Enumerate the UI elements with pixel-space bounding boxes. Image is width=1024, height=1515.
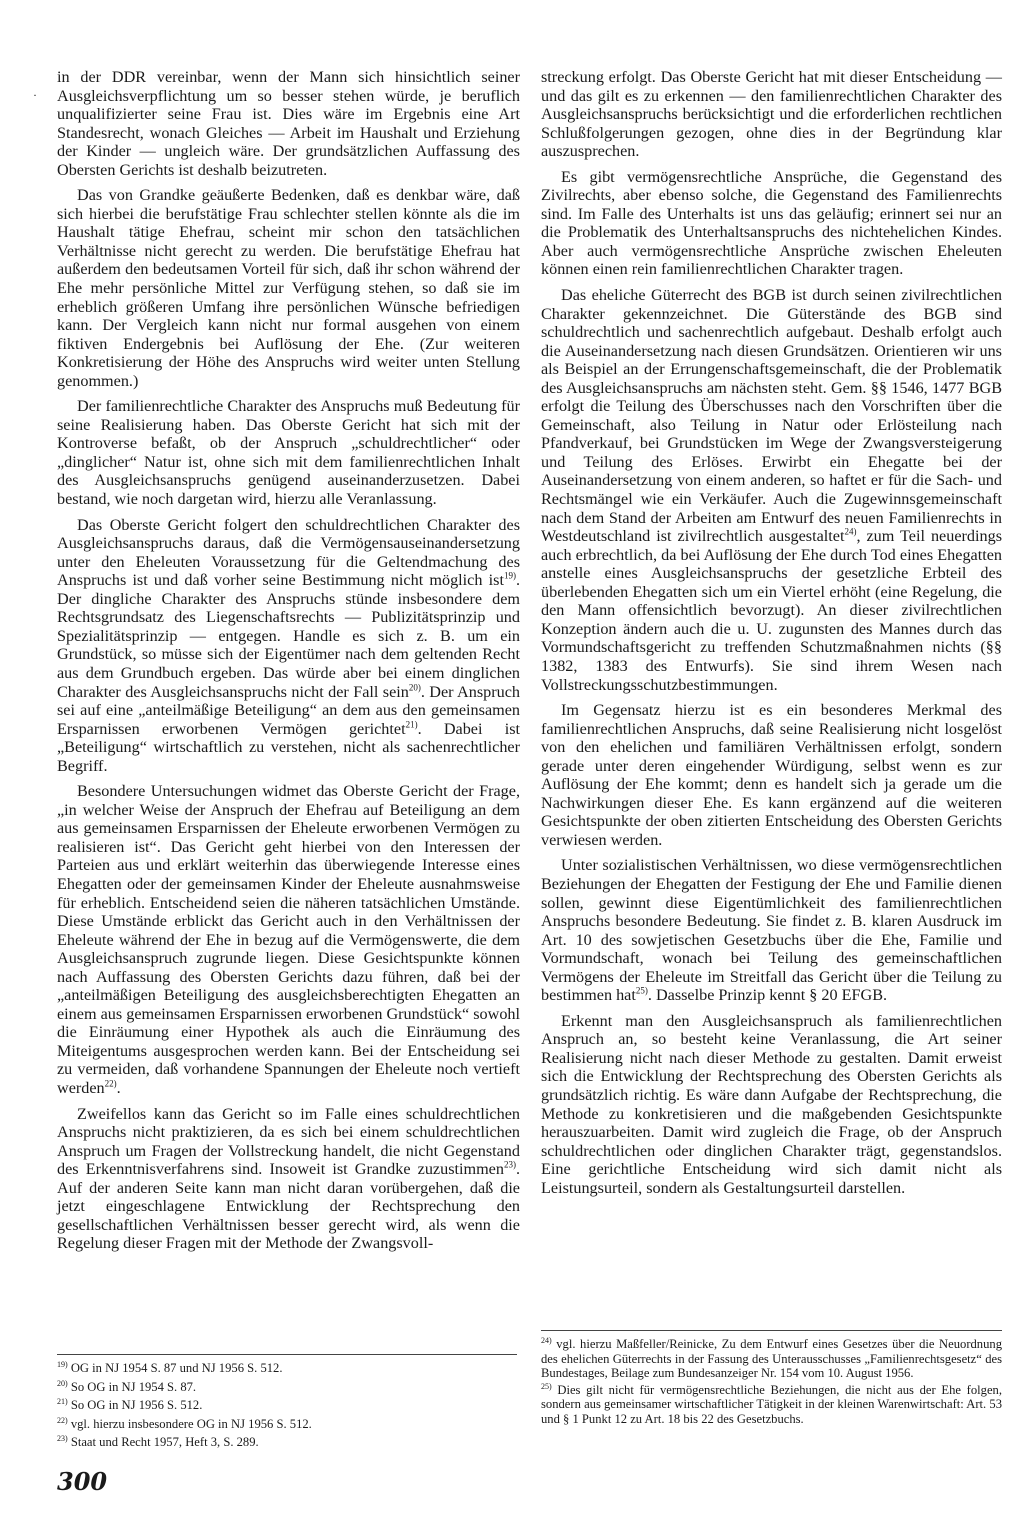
paragraph-text: in der DDR vereinbar, wenn der Mann sich hinsichtlich seiner Ausgleichsverpflichtung um so besser stehen würde, je beruflich unqualifizierter seine Frau ist. Dies wäre im Ergebnis eine Art Standesrecht, wonach Gleiches — Arbeit im Haushalt und Erziehung der Kinder — ungleich wäre. Der grundsätzlichen Auffassung des Obersten Gerichts ist deshalb beizutreten. xyxy=(57,68,520,179)
paragraph xyxy=(541,68,1002,161)
paragraph-text: Es gibt vermögensrechtliche Ansprüche, die Gegenstand des Zivilrechts, aber ebenso solche, die Gegenstand des Familienrechts sind. Im Falle des Unterhalts ist uns das geläufig; erinnert sei nur an die Problematik des Unterhaltsanspruchs des nichtehelichen Kindes. Aber auch vermögensrechtliche Ansprüche zwischen Eheleuten können einen rein familienrechtlichen Charakter tragen. xyxy=(541,167,1002,279)
footnote-number: 25) xyxy=(541,1381,552,1391)
paragraph-text: , zum Teil neuerdings auch erbrechtlich, da bei Auflösung der Ehe durch Tod eines Ehegatten anstelle eines Ausgleichsanspruchs der gesetzliche Erbteil des überlebenden Ehegatten sich um ein Viertel erhöht (eine Regelung, die den Mann offensichtlich bevorzugt). An dieser zivilrechtlichen Konzeption ändern auch die u. U. zugunsten des Mannes durch das Vormundschaftsgericht zu treffenden Schutzmaßnahmen nichts (§§ 1382, 1383 des Entwurfs). Sie sind ihrem Wesen nach Vollstreckungsschutzbestimmungen. xyxy=(541,527,1002,694)
footnote-text: Staat und Recht 1957, Heft 3, S. 289. xyxy=(67,1435,259,1449)
footnotes-left xyxy=(57,1354,517,1454)
footnote-reference: 19) xyxy=(503,570,516,581)
footnote xyxy=(541,1337,1002,1381)
footnote-rule xyxy=(57,1354,517,1355)
footnote xyxy=(57,1417,517,1432)
paragraph-text: . Auf der anderen Seite kann man nicht daran vorübergehen, daß die jetzt eingeschlagene Entwicklung der Rechtsprechung den gesellschaftlichen Verhältnissen besser gerecht wird, als wenn die Regelung dieser Fragen mit der Methode der Zwangsvoll- xyxy=(57,1160,520,1253)
left-text-column xyxy=(57,68,520,1260)
page-number: 300 xyxy=(57,1467,108,1496)
footnote-reference: 22) xyxy=(104,1078,117,1089)
paragraph-text: Das eheliche Güterrecht des BGB ist durch seinen zivilrechtlichen Charakter gekennzeichnet. Die Güterstände des BGB sind schuldrechtlich und sachenrechtlich aufgebaut. Deshalb erfolgt auch die Auseinandersetzung nach diesen Grundsätzen. Orientieren wir uns als Beispiel an der Errungenschaftsgemeinschaft, die der Problematik des Ausgleichsanspruchs am nächsten steht. Gem. §§ 1546, 1477 BGB erfolgt die Teilung des Überschusses nach den Vorschriften über die Gemeinschaft, also Teilung in Natur oder Erlösteilung nach Pfandverkauf, bei Grundstücken im Wege der Zwangsversteigerung und Teilung des Erlöses. Erwirbt ein Ehegatte bei der Auseinandersetzung von einem anderen, so haftet er für die Sach- und Rechtsmängel wie ein Verkäufer. Auch die Zugewinnsgemeinschaft nach dem Stand der Arbeiten am Entwurf des neuen Familienrechts in Westdeutschland ist zivilrechtlich ausgestaltet xyxy=(541,286,1002,546)
margin-mark: · xyxy=(33,88,37,102)
footnote-reference: 21) xyxy=(405,719,418,730)
footnote xyxy=(57,1435,517,1450)
paragraph xyxy=(57,516,520,776)
footnote xyxy=(541,1383,1002,1427)
footnote-number: 21) xyxy=(57,1396,68,1406)
footnotes-right xyxy=(541,1330,1002,1428)
footnote-reference: 23) xyxy=(503,1159,516,1170)
footnote-text: Dies gilt nicht für vermögensrechtliche Beziehungen, die nicht aus der Ehe folgen, sondern aus gemeinsamer wirtschaftlicher Tätigkeit in der kleinen Warenwirtschaft: Art. 53 und § 1 Punkt 12 zu Art. 18 bis 22 des Gesetzbuchs. xyxy=(541,1382,1002,1426)
paragraph xyxy=(541,701,1002,849)
paragraph-text: . Dabei ist „Beteiligung“ wirtschaftlich zu verstehen, nicht als sachenrechtlicher Begriff. xyxy=(57,719,520,775)
footnote-rule xyxy=(541,1330,1002,1331)
paragraph xyxy=(541,1012,1002,1197)
footnote-reference: 25) xyxy=(635,985,648,996)
paragraph-text: . xyxy=(116,1078,121,1097)
footnote xyxy=(57,1380,517,1395)
footnote-number: 20) xyxy=(57,1378,68,1388)
paragraph-text: Zweifellos kann das Gericht so im Falle eines schuldrechtlichen Anspruchs nicht praktizieren, da es sich bei einem schuldrechtlichen Anspruch um Fragen der Vollstreckung handelt, die nicht Gegenstand des Erkenntnisverfahrens sind. Insoweit ist Grandke zuzustimmen xyxy=(57,1104,520,1179)
paragraph xyxy=(57,186,520,390)
paragraph xyxy=(57,397,520,508)
footnote-text: So OG in NJ 1956 S. 512. xyxy=(67,1398,203,1412)
footnote xyxy=(57,1398,517,1413)
paragraph-text: . Der Anspruch sei auf eine „anteilmäßige Beteiligung“ an dem aus den gemeinsamen Ersparnissen erworbenen Vermögen gerichtet xyxy=(57,682,520,738)
footnote-text: So OG in NJ 1954 S. 87. xyxy=(67,1379,197,1394)
footnote-number: 19) xyxy=(57,1359,68,1369)
paragraph xyxy=(541,856,1002,1004)
paragraph-text: Der familienrechtliche Charakter des Anspruchs muß Bedeutung für seine Realisierung haben. Das Oberste Gericht hat sich mit der Kontroverse befaßt, ob der Anspruch „schuldrechtlicher“ oder „dinglicher“ Natur ist, ohne sich mit dem familienrechtlichen Inhalt des Ausgleichsanspruchs genügend auseinanderzusetzen. Dabei bestand, wie noch dargetan wird, hierzu alle Veranlassung. xyxy=(57,397,520,509)
footnote-reference: 20) xyxy=(408,682,421,693)
footnote-reference: 24) xyxy=(844,526,857,537)
paragraph-text: Besondere Untersuchungen widmet das Oberste Gericht der Frage, „in welcher Weise der Anspruch der Ehefrau auf Beteiligung an dem aus gemeinsamen Ersparnissen der Eheleute erworbenen Vermögen zu realisieren ist“. Das Gericht geht hierbei von den Interessen der Parteien aus und erklärt weiterhin das überwiegende Interesse eines Ehegatten oder der gemeinsamen Kinder der Eheleute ausnahmsweise für erheblich. Entscheidend seien die näheren tatsächlichen Umstände. Diese Umstände erblickt das Gericht auch in den Verhältnissen der Eheleute während der Ehe in bezug auf die Vermögenswerte, die dem Ausgleichsanspruch zugrunde liegen. Diese Gesichtspunkte können nach Auffassung des Obersten Gerichts dazu führen, daß bei der „anteilmäßigen Beteiligung des ausgleichsberechtigten Ehegatten an einem aus gemeinsamen Ersparnissen erworbenen Grundstück“ sowohl die Einräumung einer Hypothek als auch die Einräumung des Miteigentums ausgesprochen werden kann. Bei der Entscheidung sei zu vermeiden, daß vorhandene Spannungen der Eheleute noch vertieft werden xyxy=(57,782,521,1097)
paragraph-text: . Dasselbe Prinzip kennt § 20 EFGB. xyxy=(647,986,888,1005)
footnote-number: 24) xyxy=(541,1335,552,1345)
paragraph-text: Im Gegensatz hierzu ist es ein besonderes Merkmal des familienrechtlichen Anspruchs, daß seine Realisierung nicht losgelöst von den ehelichen und familiären Verhältnissen erfolgt, sondern gerade unter deren eingehender Würdigung, selbst wenn es zur Auflösung der Ehe kommt; denn es handelt sich ja gerade um die Nachwirkungen dieser Ehe. Es kann ergänzend auf die weiteren Gesichtspunkte der oben zitierten Entscheidung des Obersten Gerichts verwiesen werden. xyxy=(541,701,1002,849)
paragraph xyxy=(541,286,1002,694)
paragraph xyxy=(57,68,520,179)
footnote xyxy=(57,1361,517,1376)
paragraph-text: Unter sozialistischen Verhältnissen, wo diese vermögensrechtlichen Beziehungen der Ehegatten der Festigung der Ehe und Familie dienen sollen, gewinnt diese Eigentümlichkeit des familienrechtlichen Anspruchs besondere Bedeutung. Sie findet z. B. klaren Ausdruck im Art. 10 des sowjetischen Gesetzbuchs über die Ehe, Familie und Vormundschaft, wonach bei Teilung des gemeinschaftlichen Vermögens der Eheleute im Streitfall das Gericht über die Teilung zu bestimmen hat xyxy=(541,856,1002,1005)
footnote-number: 23) xyxy=(57,1433,68,1443)
footnote-text: vgl. hierzu insbesondere OG in NJ 1956 S. 512. xyxy=(67,1416,312,1431)
paragraph xyxy=(57,782,520,1097)
paragraph-text: Das Oberste Gericht folgert den schuldrechtlichen Charakter des Ausgleichsanspruchs daraus, daß die Vermögensauseinandersetzung unter den Eheleuten Voraussetzung für die Geltendmachung des Anspruchs ist und daß vorher seine Bestimmung nicht möglich ist xyxy=(57,515,520,590)
paragraph xyxy=(57,1105,520,1253)
paragraph-text: Das von Grandke geäußerte Bedenken, daß es denkbar wäre, daß sich hierbei die berufstätige Frau schlechter stellen könnte als die im Haushalt tätige Ehefrau, scheint mir schon den tatsächlichen Verhältnisse nicht gerecht zu werden. Die berufstätige Ehefrau hat außerdem den bedeutsamen Vorteil für sich, daß ihr schon während der Ehe mehr persönliche Mittel zur Verfügung stehen, so daß sie im erheblich größeren Umfang ihre persönlichen Wünsche befriedigen kann. Der Vergleich kann nicht nur formal ausgehen von einem fiktiven Endergebnis bei Auflösung der Ehe. (Zur weiteren Konkretisierung der Höhe des Anspruchs wird weiter unten Stellung genommen.) xyxy=(57,186,520,390)
paragraph-text: streckung erfolgt. Das Oberste Gericht hat mit dieser Entscheidung — und das gilt es zu erkennen — den familienrechtlichen Charakter des Ausgleichsanspruchs berücksichtigt und die erforderlichen rechtlichen Schlußfolgerungen gezogen, ohne dies in der Begründung klar auszusprechen. xyxy=(541,68,1002,161)
paragraph-text: Erkennt man den Ausgleichsanspruch als familienrechtlichen Anspruch an, so besteht keine Veranlassung, die Art seiner Realisierung nicht nach dieser Methode zu gestalten. Damit erweist sich die Entwicklung der Rechtsprechung des Obersten Gerichts als grundsätzlich richtig. Es wäre dann Aufgabe der Rechtsprechung, die Methode zu konkretisieren und die maßgebenden Gesichtspunkte herauszuarbeiten. Damit wird zugleich die Frage, ob der Anspruch schuldrechtlichen oder dinglichen Charakter trägt, gegenstandslos. Eine gerichtliche Entscheidung wird sich damit nicht als Leistungsurteil, sondern als Gestaltungsurteil darstellen. xyxy=(541,1011,1002,1197)
footnote-text: OG in NJ 1954 S. 87 und NJ 1956 S. 512. xyxy=(67,1361,283,1375)
paragraph-text: . Der dingliche Charakter des Anspruchs stünde insbesondere dem Rechtsgrundsatz des Liegenschaftsrechts — Publizitätsprinzip und Spezialitätsprinzip — entgegen. Handle es sich z. B. um ein Grundstück, so müsse sich der Eigentümer nach dem geltenden Recht aus dem Grundbuch ergeben. Das würde aber bei einem dinglichen Charakter des Ausgleichsanspruchs nicht der Fall sein xyxy=(57,571,520,701)
footnote-number: 22) xyxy=(57,1415,68,1425)
paragraph xyxy=(541,168,1002,279)
right-text-column xyxy=(541,68,1002,1204)
footnote-text: vgl. hierzu Maßfeller/Reinicke, Zu dem Entwurf eines Gesetzes über die Neuordnung des ehelichen Güterrechts in der Fassung des Unterausschusses „Familienrechtsgesetz“ des Bundestages, Beilage zum Bundesanzeiger Nr. 154 vom 10. August 1956. xyxy=(541,1337,1002,1380)
